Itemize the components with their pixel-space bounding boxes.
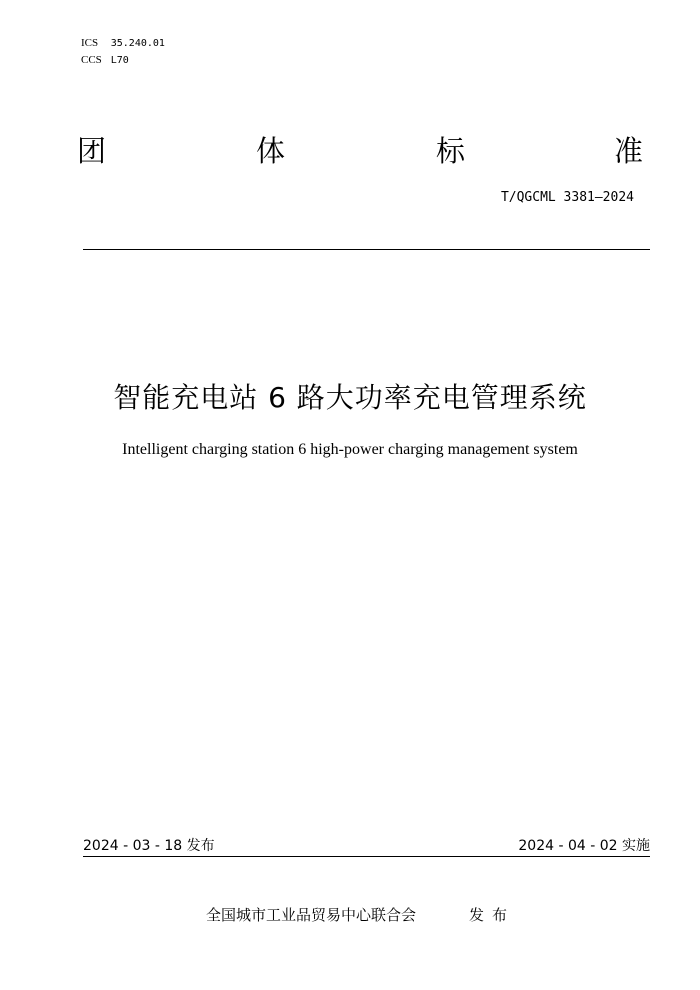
document-title-cn: 智能充电站 6 路大功率充电管理系统 — [113, 381, 587, 414]
issue-date: 2024 - 03 - 18 发布 — [83, 838, 215, 854]
document-title-en: Intelligent charging station 6 high-power charging management system — [122, 441, 578, 458]
ccs-value: L70 — [110, 55, 129, 66]
implementation-date: 2024 - 04 - 02 实施 — [518, 838, 650, 854]
standard-number: T/QGCML 3381—2024 — [500, 190, 634, 205]
ics-row — [81, 35, 165, 52]
ccs-row — [81, 52, 165, 69]
doc-type-char-4: 准 — [614, 134, 644, 168]
publish-label: 发布 — [469, 906, 516, 924]
header-divider — [83, 249, 650, 250]
ics-label: ICS — [81, 37, 99, 49]
footer-divider — [83, 856, 650, 857]
doc-type-char-3: 标 — [436, 134, 466, 168]
doc-type-char-1: 团 — [77, 134, 107, 168]
classification-codes — [81, 35, 165, 69]
ics-value: 35.240.01 — [110, 38, 165, 49]
doc-type-char-2: 体 — [256, 134, 286, 168]
ccs-label: CCS — [81, 54, 102, 66]
issuer-name: 全国城市工业品贸易中心联合会 — [206, 906, 417, 924]
